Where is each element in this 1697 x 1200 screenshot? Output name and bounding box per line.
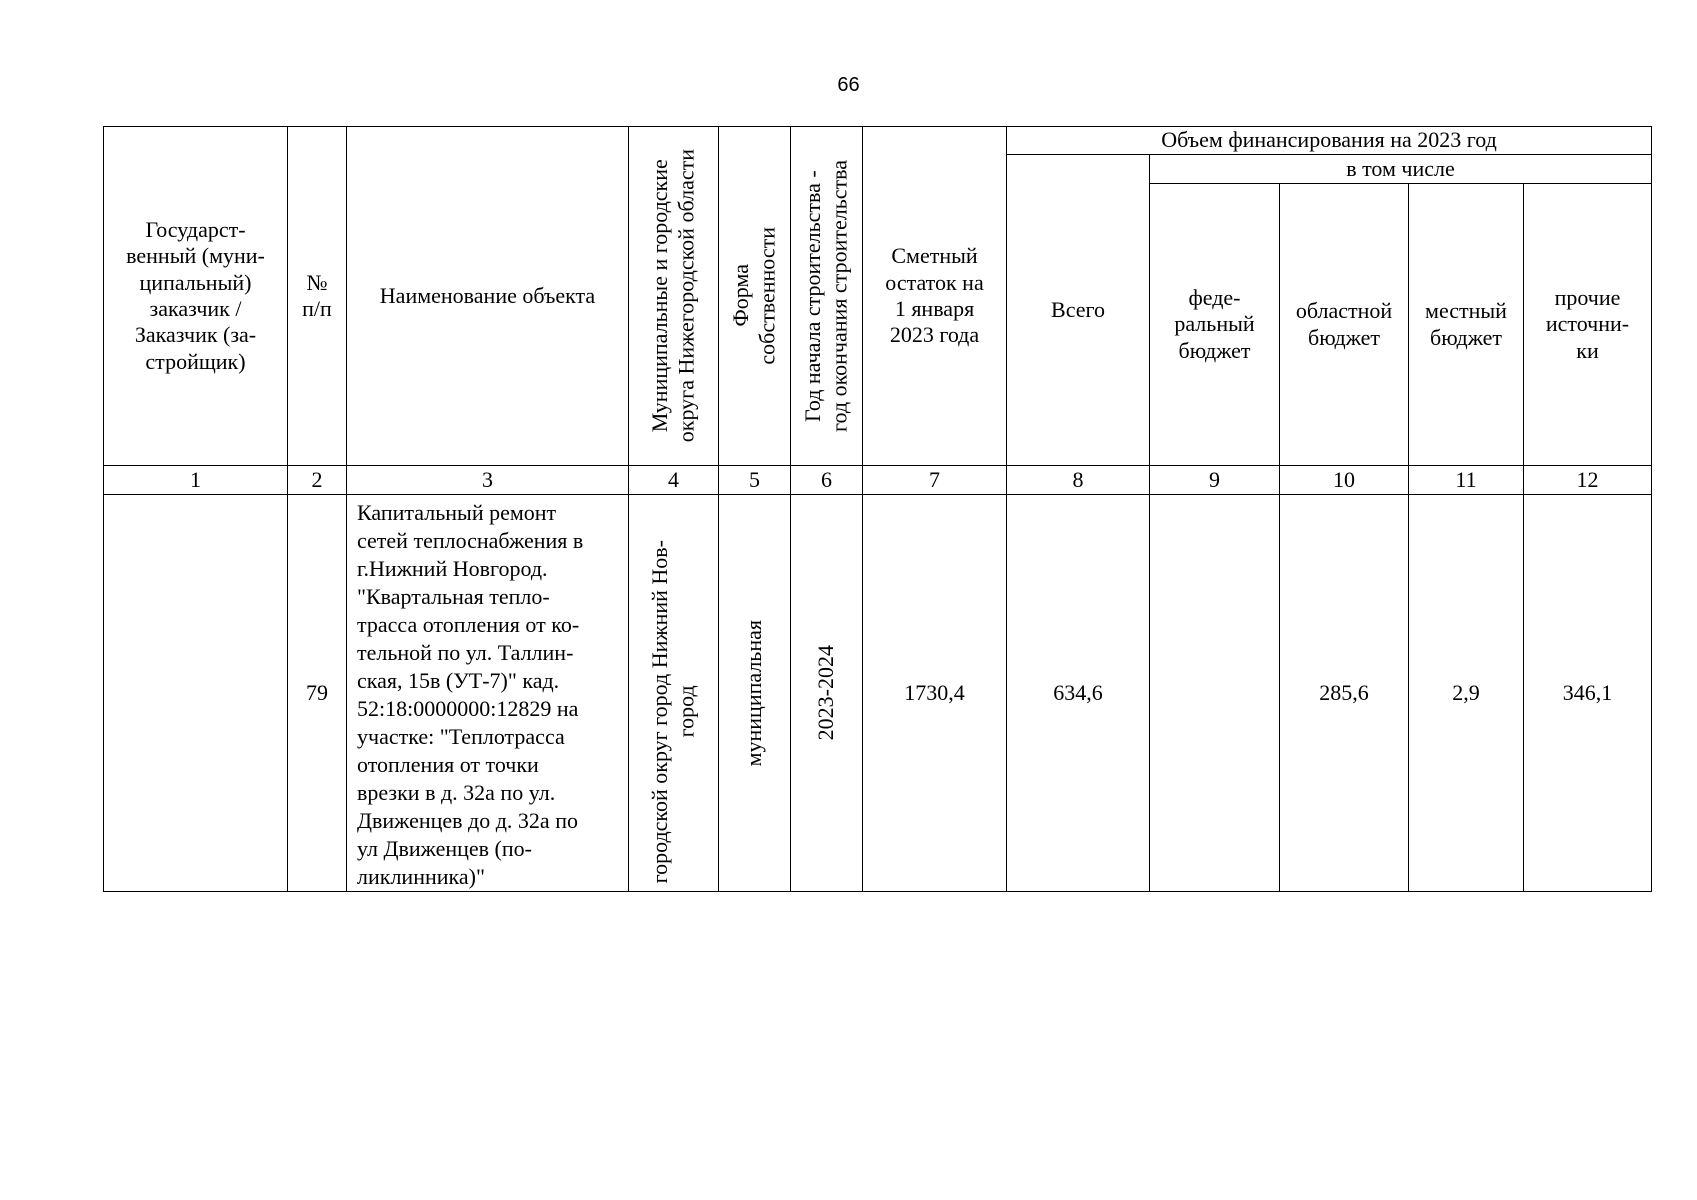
cell-municipality-text <box>647 540 700 883</box>
header-other <box>1524 184 1652 466</box>
cell-estimated-balance: 1730,4 <box>863 495 1007 892</box>
header-estimated-balance-line: остаток на <box>885 269 984 295</box>
object-name-line: ская, 15в (УТ-7)" кад. <box>357 668 560 693</box>
cell-ownership <box>719 495 791 892</box>
cell-municipality-line: город <box>673 685 699 738</box>
cell-customer <box>104 495 288 892</box>
object-name-line: Движенцев до д. 32а по <box>357 808 578 833</box>
header-other-line: источни- <box>1545 311 1630 337</box>
cell-federal <box>1150 495 1280 892</box>
object-name-line: трасса отопления от ко- <box>357 612 580 637</box>
column-number: 7 <box>863 466 1007 495</box>
header-local-line: местный <box>1425 298 1507 324</box>
cell-years-text: 2023-2024 <box>813 645 839 741</box>
header-municipality-text <box>647 149 700 442</box>
header-ownership-text <box>728 227 781 365</box>
header-federal-line: бюджет <box>1178 337 1251 363</box>
object-name-line: Капитальный ремонт <box>357 500 557 525</box>
header-customer-line: заказчик / <box>149 296 242 321</box>
header-customer-line: ципальный) <box>139 269 252 295</box>
cell-number: 79 <box>288 495 347 892</box>
object-name-line: врезки в д. 32а по ул. <box>357 780 556 805</box>
object-name-line: "Квартальная тепло- <box>357 584 550 609</box>
header-number-line: п/п <box>302 296 332 321</box>
header-other-line: прочие <box>1554 284 1621 310</box>
cell-municipality <box>629 495 719 892</box>
object-name-line: г.Нижний Новгород. <box>357 556 548 581</box>
header-ownership-line: собственности <box>754 227 780 365</box>
header-regional <box>1280 184 1409 466</box>
column-number: 8 <box>1007 466 1150 495</box>
header-years <box>791 127 863 466</box>
header-customer-line: стройщик) <box>145 348 246 374</box>
page-number: 66 <box>837 74 860 96</box>
header-federal-line: феде- <box>1188 284 1241 310</box>
cell-local: 2,9 <box>1409 495 1524 892</box>
object-name-line: тельной по ул. Таллин- <box>357 640 574 665</box>
cell-other: 346,1 <box>1524 495 1652 892</box>
header-regional-line: бюджет <box>1308 324 1380 350</box>
column-number: 11 <box>1409 466 1524 495</box>
column-number: 1 <box>104 466 288 495</box>
cell-years <box>791 495 863 892</box>
header-federal <box>1150 184 1280 466</box>
object-name-line: участке: "Теплотрасса <box>357 724 565 749</box>
header-ownership-line: Форма <box>728 264 754 328</box>
header-other-line: ки <box>1576 337 1599 363</box>
header-customer <box>104 127 288 466</box>
header-total: Всего <box>1007 155 1150 466</box>
column-number: 10 <box>1280 466 1409 495</box>
header-customer-line: Государст- <box>145 216 246 242</box>
header-federal-line: ральный <box>1174 311 1255 337</box>
header-municipality-line: округа Нижегородской области <box>673 149 699 443</box>
header-years-text <box>800 160 853 432</box>
column-number: 4 <box>629 466 719 495</box>
column-number: 6 <box>791 466 863 495</box>
column-number: 5 <box>719 466 791 495</box>
header-customer-line: Заказчик (за- <box>134 322 257 348</box>
header-customer-line: венный (муни- <box>126 243 265 269</box>
cell-regional: 285,6 <box>1280 495 1409 892</box>
header-local <box>1409 184 1524 466</box>
header-estimated-balance-line: 1 января <box>894 296 975 321</box>
object-name-line: сетей теплоснабжения в <box>357 528 584 553</box>
cell-total: 634,6 <box>1007 495 1150 892</box>
column-number-row <box>104 466 1652 495</box>
header-object-name: Наименование объекта <box>347 127 629 466</box>
header-local-line: бюджет <box>1430 324 1502 350</box>
cell-municipality-line: городской округ город Нижний Нов- <box>647 539 673 883</box>
header-years-line: год окончания строительства <box>826 160 852 432</box>
column-number: 9 <box>1150 466 1280 495</box>
object-name-line: ликлинника)" <box>357 864 485 889</box>
cell-object-name <box>347 495 629 892</box>
header-funding-volume: Объем финансирования на 2023 год <box>1007 127 1652 155</box>
header-estimated-balance-line: 2023 года <box>889 322 980 348</box>
header-years-line: Год начала строительства - <box>800 170 826 422</box>
capital-repair-funding-table <box>103 126 1652 892</box>
object-name-line: ул Движенцев (по- <box>357 836 532 861</box>
column-number: 2 <box>288 466 347 495</box>
column-number: 12 <box>1524 466 1652 495</box>
column-number: 3 <box>347 466 629 495</box>
header-municipality-line: Муниципальные и городские <box>647 159 673 433</box>
header-municipality <box>629 127 719 466</box>
cell-ownership-text: муниципальная <box>741 619 767 767</box>
object-name-line: 52:18:0000000:12829 на <box>357 696 579 721</box>
object-name-line: отопления от точки <box>357 752 539 777</box>
header-ownership <box>719 127 791 466</box>
header-regional-line: областной <box>1295 298 1393 324</box>
table-row <box>104 495 1652 892</box>
header-estimated-balance-line: Сметный <box>891 243 978 269</box>
header-including: в том числе <box>1150 155 1652 184</box>
header-estimated-balance <box>863 127 1007 466</box>
header-number-line: № <box>306 269 328 295</box>
header-number <box>288 127 347 466</box>
